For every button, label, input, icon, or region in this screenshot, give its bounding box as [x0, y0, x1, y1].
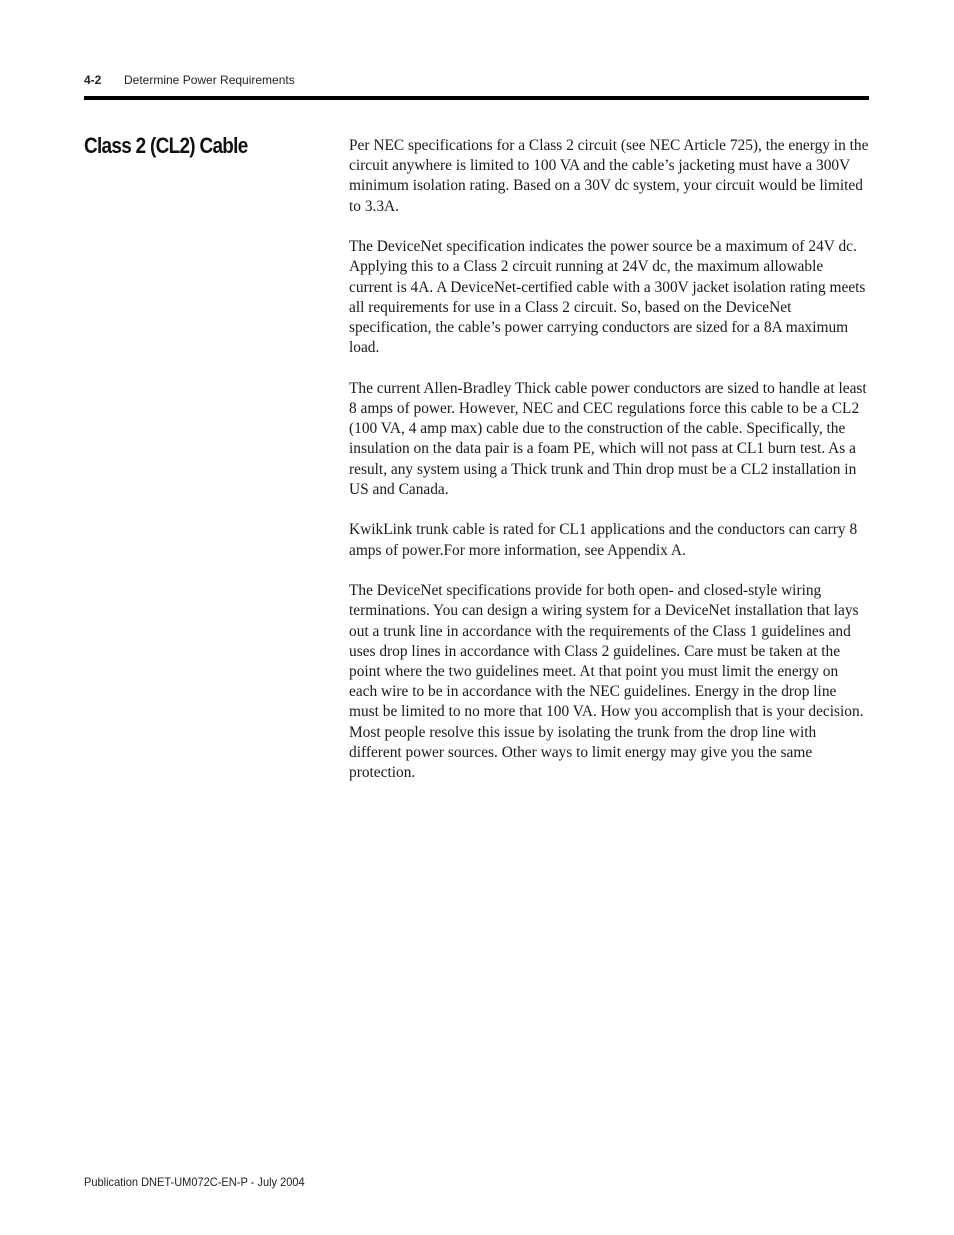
chapter-title: Determine Power Requirements: [124, 73, 295, 87]
page-number: 4-2: [84, 73, 102, 87]
paragraph-kwiklink: KwikLink trunk cable is rated for CL1 applications and the conductors can carry 8 amps of power.For more information, see Appendix A.: [349, 521, 858, 559]
publication-footer: Publication DNET-UM072C-EN-P - July 2004: [84, 1175, 305, 1189]
paragraph-devicenet-spec: The DeviceNet specification indicates the power source be a maximum of 24V dc. Applying this to a Class 2 circuit running at 24V dc, the maximum allowable current is 4A. A DeviceNet-certified cable with a 300V jacket isolation rating meets all requirements for use in a Class 2 circuit. So, based on the DeviceNet specification, the cable’s power carrying conductors are sized for a 8A maximum load.: [349, 238, 866, 357]
paragraph-thick-cable: The current Allen-Bradley Thick cable power conductors are sized to handle at least 8 amps of power. However, NEC and CEC regulations force this cable to be a CL2 (100 VA, 4 amp max) cable due to the construction of the cable. Specifically, the insulation on the data pair is a foam PE, which will not pass at CL1 burn test. As a result, any system using a Thick trunk and Thin drop must be a CL2 installation in US and Canada.: [349, 379, 867, 498]
body-text: [349, 136, 869, 804]
header-rule: [84, 96, 869, 100]
running-header: [84, 73, 295, 87]
paragraph-nec-class2: Per NEC specifications for a Class 2 circuit (see NEC Article 725), the energy in the circuit anywhere is limited to 100 VA and the cable’s jacketing must have a 300V minimum isolation rating. Based on a 30V dc system, your circuit would be limited to 3.3A.: [349, 137, 869, 215]
paragraph-wiring-terminations: The DeviceNet specifications provide for both open- and closed-style wiring terminations. You can design a wiring system for a DeviceNet installation that lays out a trunk line in accordance with the requirements of the Class 1 guidelines and uses drop lines in accordance with Class 2 guidelines. Care must be taken at the point where the two guidelines meet. At that point you must limit the energy on each wire to be in accordance with the NEC guidelines. Energy in the drop line must be limited to no more that 100 VA. How you accomplish that is your decision. Most people resolve this issue by isolating the trunk from the drop line with different power sources. Other ways to limit energy may give you the same protection.: [349, 582, 864, 782]
section-title: Class 2 (CL2) Cable: [84, 133, 248, 158]
